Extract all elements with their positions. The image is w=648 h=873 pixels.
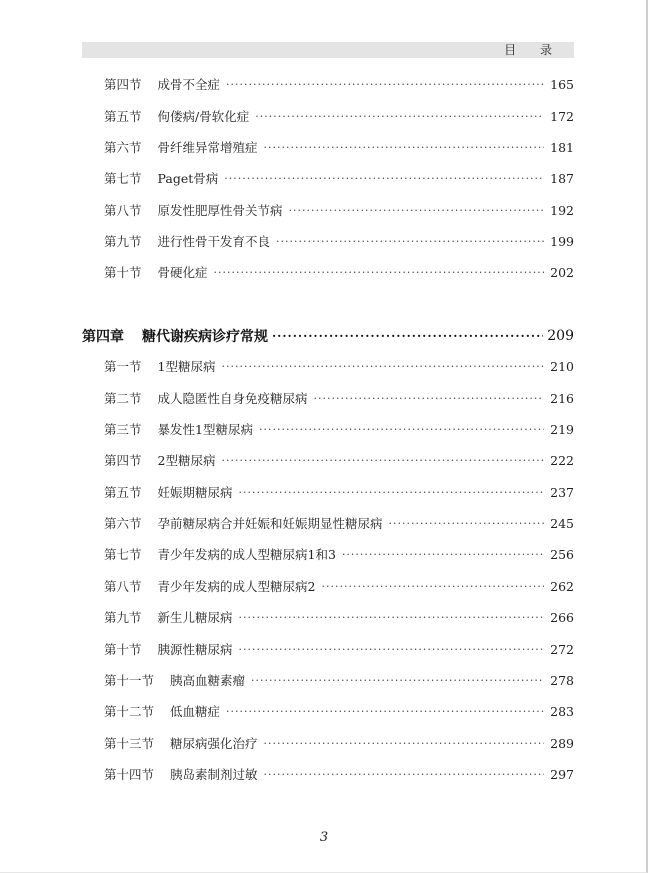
toc-entry[interactable] xyxy=(104,764,574,784)
toc-section-number: 第十节 xyxy=(104,265,142,280)
toc-title: 原发性肥厚性骨关节病 xyxy=(157,203,283,218)
toc-title: 胰高血糖素瘤 xyxy=(170,673,246,688)
toc-page: 219 xyxy=(550,421,574,437)
toc-page: 202 xyxy=(550,264,574,280)
toc-section-number: 第十一节 xyxy=(104,673,155,688)
toc-page: 272 xyxy=(550,641,574,657)
toc-title: 新生儿糖尿病 xyxy=(157,610,233,625)
leader-dots xyxy=(289,204,545,217)
toc-title: 2型糖尿病 xyxy=(157,453,216,468)
leader-dots xyxy=(214,266,545,279)
toc-section-number: 第十四节 xyxy=(104,767,155,782)
leader-dots xyxy=(264,141,545,154)
toc-title: 妊娠期糖尿病 xyxy=(157,485,233,500)
toc-entry[interactable] xyxy=(104,200,574,220)
toc-title: 成骨不全症 xyxy=(157,77,221,92)
leader-dots xyxy=(264,737,545,750)
page-number: 3 xyxy=(319,830,329,845)
toc-section-number: 第十节 xyxy=(104,642,142,657)
toc-page: 262 xyxy=(550,578,574,594)
toc-title: 青少年发病的成人型糖尿病2 xyxy=(157,579,316,594)
toc-section-number: 第四节 xyxy=(104,453,142,468)
toc-section-number: 第四节 xyxy=(104,77,142,92)
toc-entry[interactable] xyxy=(104,356,574,376)
toc-section-number: 第九节 xyxy=(104,234,142,249)
toc-page: 192 xyxy=(550,202,574,218)
toc-entry[interactable] xyxy=(104,106,574,126)
toc-entry[interactable] xyxy=(104,607,574,627)
chapter-title: 糖代谢疾病诊疗常规 xyxy=(142,329,268,345)
toc-section-number: 第八节 xyxy=(104,579,142,594)
leader-dots xyxy=(314,392,545,405)
leader-dots xyxy=(264,768,545,781)
toc-entry[interactable] xyxy=(104,168,574,188)
toc-page: 278 xyxy=(550,672,574,688)
toc-page: 266 xyxy=(550,609,574,625)
toc-section-number: 第一节 xyxy=(104,359,142,374)
toc-section-number: 第八节 xyxy=(104,203,142,218)
leader-dots xyxy=(239,611,545,624)
toc-page: 245 xyxy=(550,515,574,531)
leader-dots xyxy=(255,110,544,123)
toc-title: 佝偻病/骨软化症 xyxy=(157,109,250,124)
toc-entry[interactable] xyxy=(104,262,574,282)
toc-section-number: 第六节 xyxy=(104,516,142,531)
toc-page: 256 xyxy=(550,546,574,562)
toc-section-number: 第六节 xyxy=(104,140,142,155)
toc-section-number: 第七节 xyxy=(104,547,142,562)
toc-title: 青少年发病的成人型糖尿病1和3 xyxy=(157,547,336,562)
toc-page: 181 xyxy=(550,139,574,155)
toc-entry[interactable] xyxy=(104,733,574,753)
toc-title: 骨硬化症 xyxy=(157,265,208,280)
toc-page: 199 xyxy=(550,233,574,249)
toc-title: 胰源性糖尿病 xyxy=(157,642,233,657)
toc-section-number: 第五节 xyxy=(104,109,142,124)
toc-chapter-entry[interactable] xyxy=(82,325,574,347)
chapter-page: 209 xyxy=(547,328,574,344)
leader-dots xyxy=(342,548,544,561)
toc-page: 237 xyxy=(550,484,574,500)
toc-page: 289 xyxy=(550,735,574,751)
running-header xyxy=(82,42,574,58)
toc-title: 孕前糖尿病合并妊娠和妊娠期显性糖尿病 xyxy=(157,516,383,531)
toc-page: 210 xyxy=(550,358,574,374)
toc-section-number: 第三节 xyxy=(104,422,142,437)
toc-entry[interactable] xyxy=(104,670,574,690)
toc-entry[interactable] xyxy=(104,576,574,596)
toc-section-number: 第二节 xyxy=(104,391,142,406)
toc-section-number: 第十二节 xyxy=(104,704,155,719)
leader-dots xyxy=(226,78,544,91)
toc-entry[interactable] xyxy=(104,544,574,564)
leader-dots xyxy=(239,486,545,499)
leader-dots xyxy=(321,580,544,593)
leader-dots xyxy=(272,329,543,343)
toc-entry[interactable] xyxy=(104,388,574,408)
leader-dots xyxy=(389,517,545,530)
toc-page: 222 xyxy=(550,452,574,468)
toc-title: 暴发性1型糖尿病 xyxy=(157,422,253,437)
toc-entry[interactable] xyxy=(104,482,574,502)
toc-title: Paget骨病 xyxy=(157,171,219,186)
toc-section-number: 第九节 xyxy=(104,610,142,625)
toc-section-number: 第七节 xyxy=(104,171,142,186)
toc-page: 187 xyxy=(550,170,574,186)
toc-title: 低血糖症 xyxy=(170,704,221,719)
leader-dots xyxy=(221,360,544,373)
leader-dots xyxy=(239,643,545,656)
toc-title: 进行性骨干发育不良 xyxy=(157,234,271,249)
leader-dots xyxy=(251,674,544,687)
toc-entry[interactable] xyxy=(104,450,574,470)
toc-entry[interactable] xyxy=(104,231,574,251)
leader-dots xyxy=(221,454,544,467)
toc-page: 283 xyxy=(550,703,574,719)
toc-page: 172 xyxy=(550,108,574,124)
toc-entry[interactable] xyxy=(104,137,574,157)
header-title: 目 录 xyxy=(504,43,562,57)
toc-page: 216 xyxy=(550,390,574,406)
toc-title: 糖尿病强化治疗 xyxy=(170,736,258,751)
toc-page: 297 xyxy=(550,766,574,782)
toc-title: 成人隐匿性自身免疫糖尿病 xyxy=(157,391,308,406)
toc-page: 165 xyxy=(550,76,574,92)
leader-dots xyxy=(226,705,544,718)
toc-entry[interactable] xyxy=(104,639,574,659)
chapter-number: 第四章 xyxy=(82,329,124,345)
toc-entry[interactable] xyxy=(104,74,574,94)
toc-section-number: 第十三节 xyxy=(104,736,155,751)
toc-entry[interactable] xyxy=(104,513,574,533)
toc-title: 胰岛素制剂过敏 xyxy=(170,767,258,782)
leader-dots xyxy=(259,423,544,436)
toc-title: 骨纤维异常增殖症 xyxy=(157,140,258,155)
leader-dots xyxy=(224,172,544,185)
toc-entry[interactable] xyxy=(104,419,574,439)
toc-title: 1型糖尿病 xyxy=(157,359,216,374)
toc-entry[interactable] xyxy=(104,701,574,721)
toc-section-number: 第五节 xyxy=(104,485,142,500)
leader-dots xyxy=(276,235,544,248)
